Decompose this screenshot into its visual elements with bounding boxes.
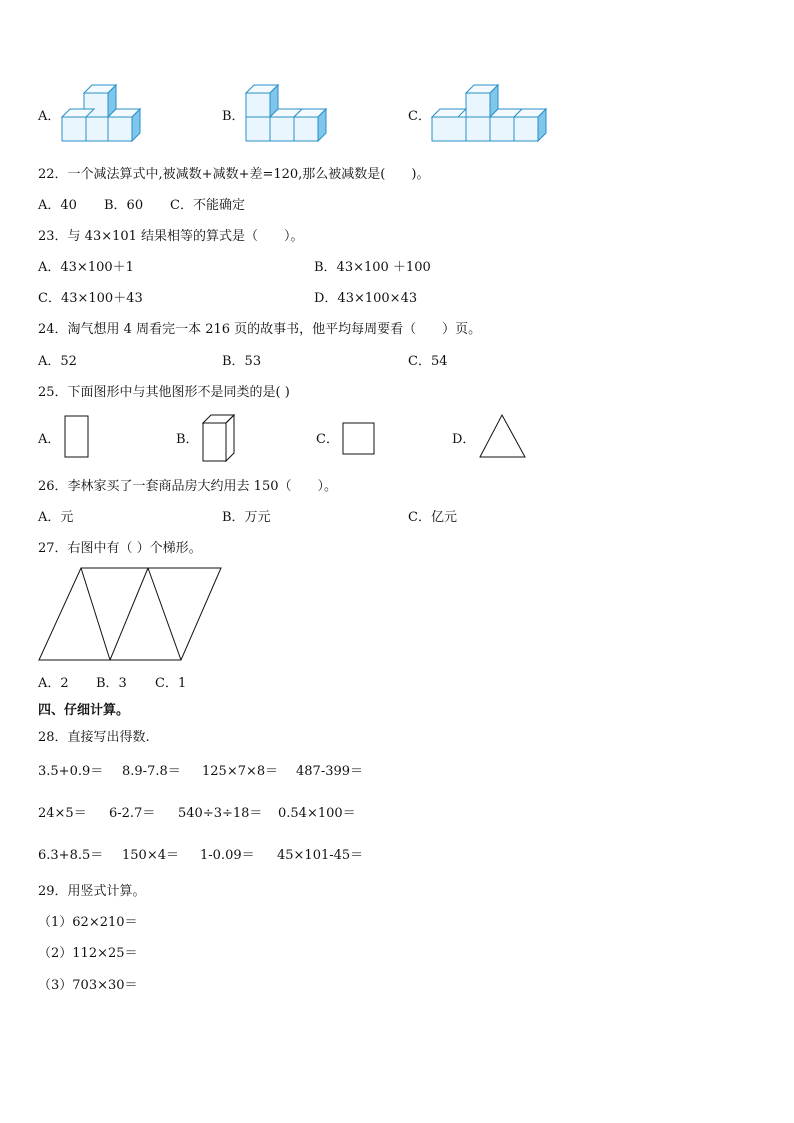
q28-item: 24×5＝ — [38, 806, 87, 821]
q21-option-a-figure — [60, 85, 150, 145]
q28-stem: 28．直接写出得数. — [38, 730, 150, 745]
q27-stem: 27．右图中有（ ）个梯形。 — [38, 541, 202, 556]
q28-item: 3.5+0.9＝ — [38, 764, 104, 779]
q23-option-b[interactable]: B．43×100 ＋100 — [314, 260, 431, 275]
q21-option-b-label[interactable]: B． — [222, 109, 245, 124]
q21-option-b-figure — [244, 85, 334, 145]
q29-item-1: （1）62×210＝ — [38, 915, 138, 930]
section-4-title: 四、仔细计算。 — [38, 703, 130, 718]
q27-trapezoid-figure — [38, 567, 224, 663]
q28-item: 150×4＝ — [122, 848, 179, 863]
q28-item: 540÷3÷18＝ — [178, 806, 263, 821]
q25-option-b-label[interactable]: B． — [176, 432, 199, 447]
q24-option-b[interactable]: B．53 — [222, 354, 262, 369]
q28-item: 0.54×100＝ — [278, 806, 356, 821]
q28-item: 8.9-7.8＝ — [122, 764, 181, 779]
q22-stem: 22．一个减法算式中,被减数+减数+差=120,那么被减数是( )。 — [38, 167, 430, 182]
q22-option-c[interactable]: C．不能确定 — [170, 198, 245, 213]
q25-triangle-shape — [478, 413, 528, 459]
q23-option-c[interactable]: C．43×100＋43 — [38, 291, 143, 306]
q26-option-b[interactable]: B．万元 — [222, 510, 271, 525]
q26-stem: 26．李林家买了一套商品房大约用去 150（ ）。 — [38, 479, 337, 494]
q28-item: 6-2.7＝ — [109, 806, 156, 821]
q25-option-c-label[interactable]: C． — [316, 432, 339, 447]
q25-option-d-label[interactable]: D． — [452, 432, 476, 447]
q27-option-b[interactable]: B．3 — [96, 676, 127, 691]
q24-stem: 24．淘气想用 4 周看完一本 216 页的故事书，他平均每周要看（ ）页。 — [38, 322, 482, 337]
q28-item: 125×7×8＝ — [202, 764, 279, 779]
q28-item: 487-399＝ — [296, 764, 364, 779]
q29-stem: 29．用竖式计算。 — [38, 884, 146, 899]
q29-item-3: （3）703×30＝ — [38, 978, 138, 993]
q21-option-c-figure — [430, 85, 560, 145]
q25-option-a-label[interactable]: A． — [38, 432, 61, 447]
q29-item-2: （2）112×25＝ — [38, 946, 138, 961]
q28-item: 1-0.09＝ — [200, 848, 255, 863]
q24-option-a[interactable]: A．52 — [38, 354, 77, 369]
q28-item: 6.3+8.5＝ — [38, 848, 104, 863]
q24-option-c[interactable]: C．54 — [408, 354, 448, 369]
q23-option-d[interactable]: D．43×100×43 — [314, 291, 418, 306]
q22-option-a[interactable]: A．40 — [38, 198, 77, 213]
q25-square-shape — [342, 422, 376, 456]
q25-cuboid-shape — [201, 413, 237, 465]
q26-option-c[interactable]: C．亿元 — [408, 510, 457, 525]
q27-option-a[interactable]: A．2 — [38, 676, 69, 691]
q25-stem: 25．下面图形中与其他图形不是同类的是( ) — [38, 385, 290, 400]
q21-option-c-label[interactable]: C． — [408, 109, 431, 124]
q21-option-a-label[interactable]: A． — [38, 109, 61, 124]
q26-option-a[interactable]: A．元 — [38, 510, 74, 525]
q22-option-b[interactable]: B．60 — [104, 198, 144, 213]
q28-item: 45×101-45＝ — [277, 848, 364, 863]
q23-stem: 23．与 43×101 结果相等的算式是（ ）。 — [38, 229, 304, 244]
q27-option-c[interactable]: C．1 — [155, 676, 187, 691]
q25-rectangle-shape — [64, 415, 90, 459]
q23-option-a[interactable]: A．43×100＋1 — [38, 260, 134, 275]
